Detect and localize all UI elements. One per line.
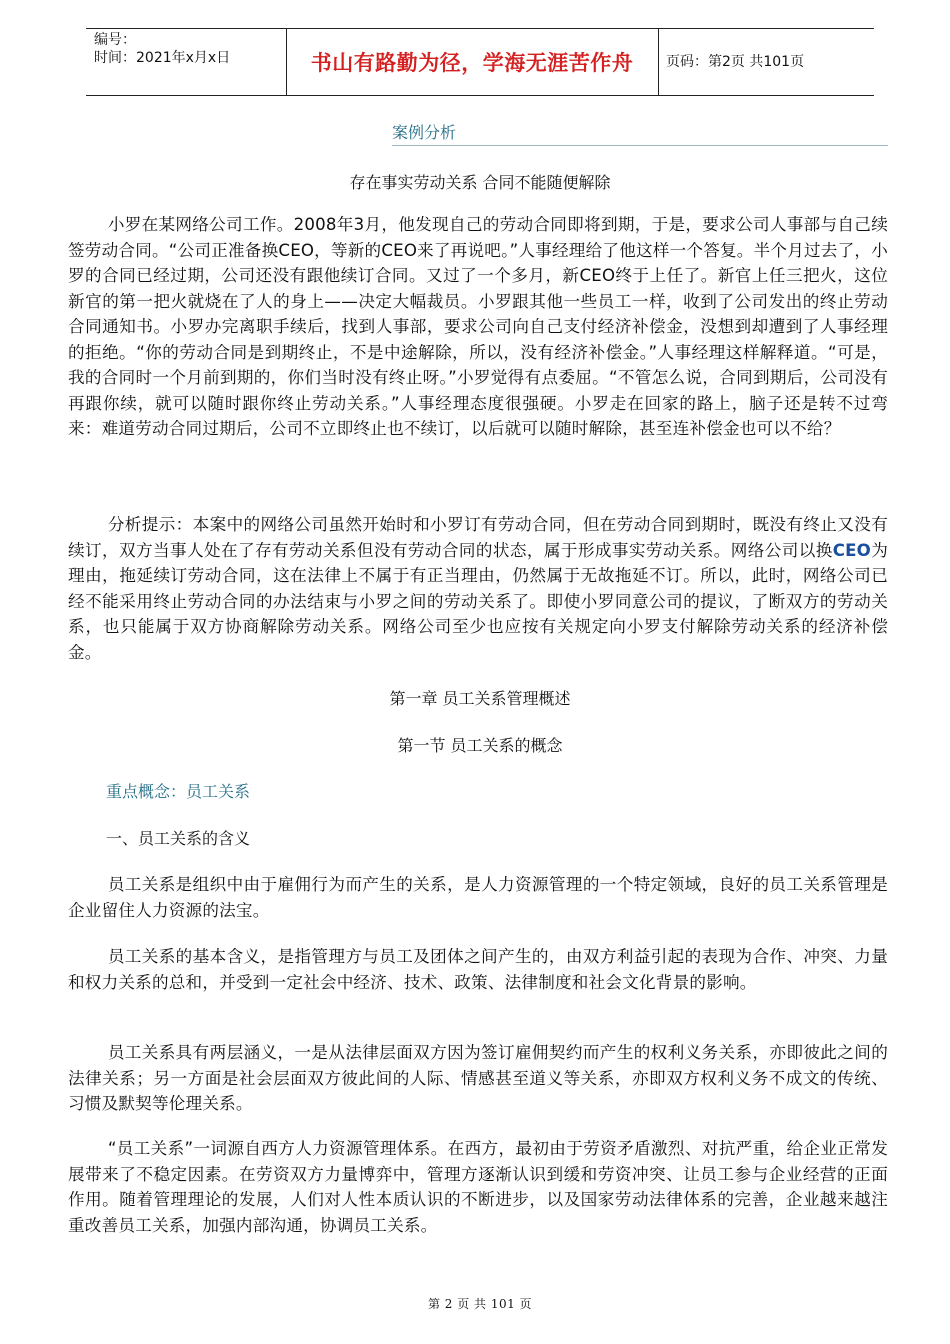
case-title: 存在事实劳动关系 合同不能随便解除 [349,173,611,192]
header-page-info: 页码：第2页 共101页 [666,54,805,70]
analysis-text-1: 分析提示：本案中的网络公司虽然开始时和小罗订有劳动合同，但在劳动合同到期时，既没有终止又没有续订，双方当事人处在了存有劳动关系但没有劳动合同的状态，属于形成事实劳动关系。网络公司以换 [68,515,888,560]
body-paragraph: “员工关系”一词源自西方人力资源管理体系。在西方，最初由于劳资矛盾激烈、对抗严重，给企业正常发展带来了不稳定因素。在劳资双方力量博弈中，管理方逐渐认识到缓和劳资冲突、让员工参与企业经营的正面作用。随着管理理论的发展，人们对人性本质认识的不断进步，以及国家劳动法律体系的完善，企业越来越注重改善员工关系，加强内部沟通，协调员工关系。 [68,1139,888,1235]
case-heading-rule [392,145,888,146]
time-label: 时间：2021年x月x日 [94,50,231,66]
chapter-title: 第一章 员工关系管理概述 [389,689,571,708]
case-heading: 案例分析 [392,123,457,142]
page-header [86,28,874,96]
sub-heading: 一、员工关系的含义 [106,829,251,848]
body-paragraph: 员工关系的基本含义，是指管理方与员工及团体之间产生的，由双方利益引起的表现为合作、冲突、力量和权力关系的总和，并受到一定社会中经济、技术、政策、法律制度和社会文化背景的影响。 [68,947,888,992]
analysis-bold-ceo: CEO [832,540,871,560]
body-paragraph: 员工关系是组织中由于雇佣行为而产生的关系，是人力资源管理的一个特定领域，良好的员工关系管理是企业留住人力资源的法宝。 [68,875,888,920]
case-story-paragraph: 小罗在某网络公司工作。2008年3月，他发现自己的劳动合同即将到期，于是，要求公司人事部与自己续签劳动合同。“公司正准备换CEO，等新的CEO来了再说吧。”人事经理给了他这样一个答复。半个月过去了，小罗的合同已经过期，公司还没有跟他续订合同。又过了一个多月，新CEO终于上任了。新官上任三把火，这位新官的第一把火就烧在了人的身上——决定大幅裁员。小罗跟其他一些员工一样，收到了公司发出的终止劳动合同通知书。小罗办完离职手续后，找到人事部，要求公司向自己支付经济补偿金，没想到却遭到了人事经理的拒绝。“你的劳动合同是到期终止，不是中途解除，所以，没有经济补偿金。”人事经理这样解释道。“可是，我的合同时一个月前到期的，你们当时没有终止呀。”小罗觉得有点委屈。“不管怎么说，合同到期后，公司没有再跟你续，就可以随时跟你终止劳动关系。”人事经理态度很强硬。小罗走在回家的路上，脑子还是转不过弯来：难道劳动合同过期后，公司不立即终止也不续订，以后就可以随时解除，甚至连补偿金也可以不给？ [68,215,888,438]
header-motto: 书山有路勤为径，学海无涯苦作舟 [310,50,634,75]
section-title: 第一节 员工关系的概念 [397,736,563,755]
key-concept: 重点概念：员工关系 [106,782,251,801]
header-divider [658,29,659,95]
header-meta [94,31,230,67]
analysis-text-2: 为理由，拖延续订劳动合同，这在法律上不属于有正当理由，仍然属于无故拖延不订。所以，此时，网络公司已经不能采用终止劳动合同的办法结束与小罗之间的劳动关系了。即使小罗同意公司的提议，了断双方的劳动关系，也只能属于双方协商解除劳动关系。网络公司至少也应按有关规定向小罗支付解除劳动关系的经济补偿金。 [68,540,888,662]
page-footer: 第 2 页 共 101 页 [427,1297,533,1311]
number-label: 编号： [94,32,136,48]
body-paragraph: 员工关系具有两层涵义，一是从法律层面双方因为签订雇佣契约而产生的权利义务关系，亦即彼此之间的法律关系；另一方面是社会层面双方彼此间的人际、情感甚至道义等关系，亦即双方权利义务不成文的传统、习惯及默契等伦理关系。 [68,1043,888,1113]
case-analysis-paragraph [68,512,888,665]
